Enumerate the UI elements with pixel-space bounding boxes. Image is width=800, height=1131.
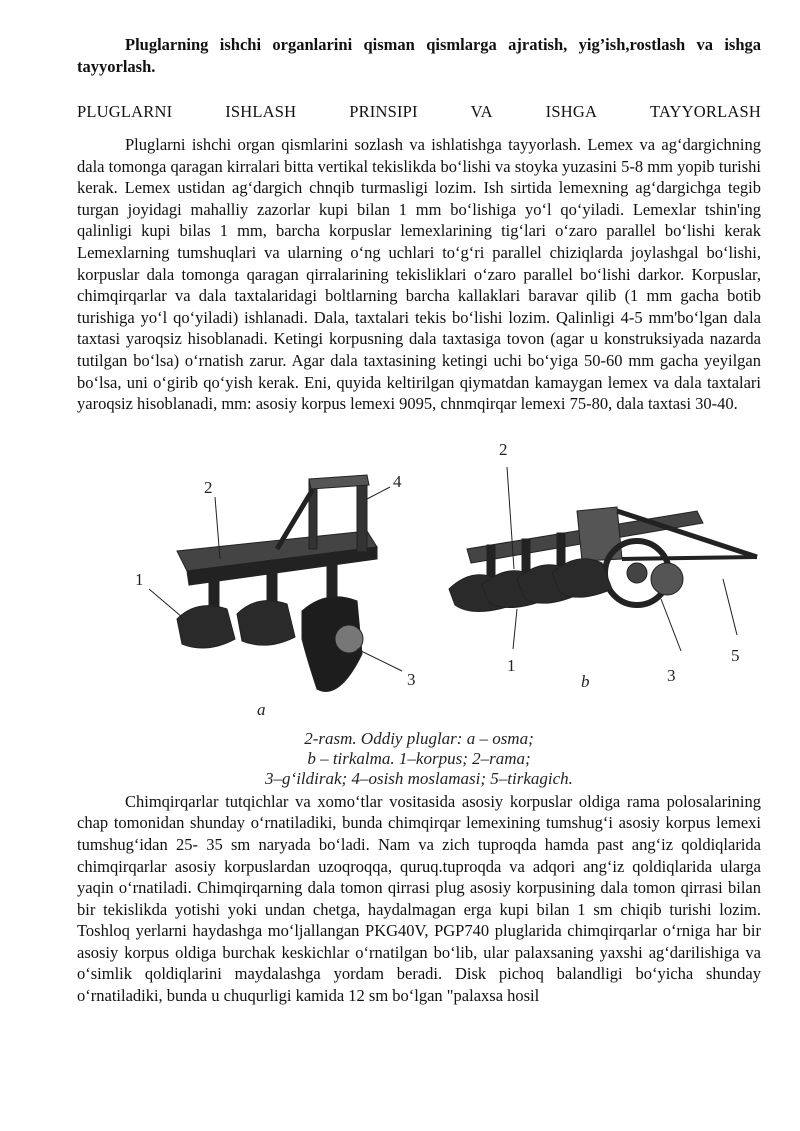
plough-figure xyxy=(77,439,761,751)
paragraph-2: Chimqirqarlar tutqichlar va xomo‘tlar vositasida asosiy korpuslar oldiga rama polosalarining chap tomonidan shunday o‘rnatiladiki, bunda chimqirqar lemexining tumshug‘i asosiy korpus lemexi tumshug‘idan 25- 35 sm naryada bo‘ladi. Nam va zich tuproqda hamda past ang‘iz qoldiqlarida chimqirqarlar asosiy korpuslardan uzoqroqqa, quruq.tuproqda va adqori ang‘iz qoldiqlarida ularga yaqin o‘rnatiladi. Chimqirqarning dala tomon qirrasi plug asosiy korpusining dala tomon qirrasi bilan bir tekislikda yotishi yoki undan chetga, haydalmagan erga kupi bilan 1 sm chiqib turishi lozim. Toshloq yerlarni haydashga mo‘ljallangan PKG40V, PGP740 pluglarida chimqirqarlar o‘rniga har bir asosiy korpus oldiga burchak keskichlar o‘rnatilgan bo‘lib, ular palaxsaning yaxshi ag‘darilishiga va o‘simlik qoldiqlarini maydalashga yordam beradi. Disk pichoq balandligi bo‘yicha shunday o‘rnatiladiki, bunda u chuqurligi kamida 12 sm bo‘lgan "palaxsa hosil xyxy=(77,791,761,1006)
heading-word: VA xyxy=(470,102,493,121)
heading-word: PLUGLARNI xyxy=(77,102,173,121)
heading-word: ISHLASH xyxy=(225,102,297,121)
figure-b-label-1: 1 xyxy=(507,655,516,675)
figure-a-label-3: 3 xyxy=(407,669,416,689)
heading-word: PRINSIPI xyxy=(349,102,418,121)
figure-a-label-4: 4 xyxy=(393,471,402,491)
section-heading xyxy=(77,102,761,122)
figure-b-letter: b xyxy=(581,671,590,691)
mounted-plough-drawing xyxy=(149,475,402,691)
figure-a-label-1: 1 xyxy=(135,569,144,589)
figure-b-label-3: 3 xyxy=(667,665,676,685)
document-title: Pluglarning ishchi organlarini qisman qismlarga ajratish, yig’ish,rostlash va ishga tayyorlash. xyxy=(77,35,761,76)
figure-b-label-2: 2 xyxy=(499,439,508,459)
figure-a-label-2: 2 xyxy=(204,477,213,497)
figure-caption-line-1: 2-rasm. Oddiy pluglar: a – osma; xyxy=(304,728,534,748)
figure-b-label-5: 5 xyxy=(731,645,740,665)
figure-a-letter: a xyxy=(257,699,266,719)
paragraph-1: Pluglarni ishchi organ qismlarini sozlash va ishlatishga tayyorlash. Lemex va ag‘dargichning dala tomonga qaragan kirralari bitta vertikal tekislikda bo‘lishi va stoyka yuzasini 5-8 mm yopib turishi kerak. Lemex ustidan ag‘dargich chnqib turmasligi lozim. Ish sirtida lemexning ag‘dargichga tegib turgan joyidagi mahalliy zazorlar kupi bilan 1 mm bo‘lishiga yo‘l qo‘yiladi. Lemexlar tshin'ing qalinligi kupi bilas 1 mm, barcha korpuslar lemexlarining tig‘lari o‘zaro parallel bo‘lishi kerak Lemexlarning tumshuqlari va ularning o‘ng uchlari to‘g‘ri parallel chiziqlarda joylashgal bo‘lishi, korpuslar dala tomonga qaragan qirralarining tekisliklari o‘zaro parallel bo‘lishi darkor. Korpuslar, chimqirqarlar va dala taxtalaridagi boltlarning barcha kallaklari baravar qilib (1 mm gacha botib turishiga yo‘l qo‘yiladi) ishlanadi. Dala, taxtalari tekis bo‘lishi lozim. Qalinligi 4-5 mm'bo‘lgan dala taxtasi yaroqsiz hisoblanadi. Ketingi korpusning dala taxtasiga tovon (agar u konstruksiyada nazarda tutilgan bo‘lsa) o‘rnatish zarur. Agar dala taxtasining ketingi uchi bo‘yiga 50-60 mm gacha yeyilgan bo‘lsa, uni o‘girib qo‘yish kerak. Eni, quyida keltirilgan qiymatdan kamaygan lemex va dala taxtalari yaroqsiz hisoblanadi, mm: asosiy korpus lemexi 9095, chnmqirqar lemexi 75-80, dala taxtasi 30-40. xyxy=(77,135,761,414)
heading-word: TAYYORLASH xyxy=(650,102,761,121)
plough-illustration xyxy=(77,439,761,751)
trailed-plough-drawing xyxy=(449,467,757,651)
heading-word: ISHGA xyxy=(545,102,598,121)
figure-caption-line-3: 3–g‘ildirak; 4–osish moslamasi; 5–tirkagich. xyxy=(265,768,573,788)
figure-caption-line-2: b – tirkalma. 1–korpus; 2–rama; xyxy=(307,748,531,768)
document-page xyxy=(77,34,761,1007)
